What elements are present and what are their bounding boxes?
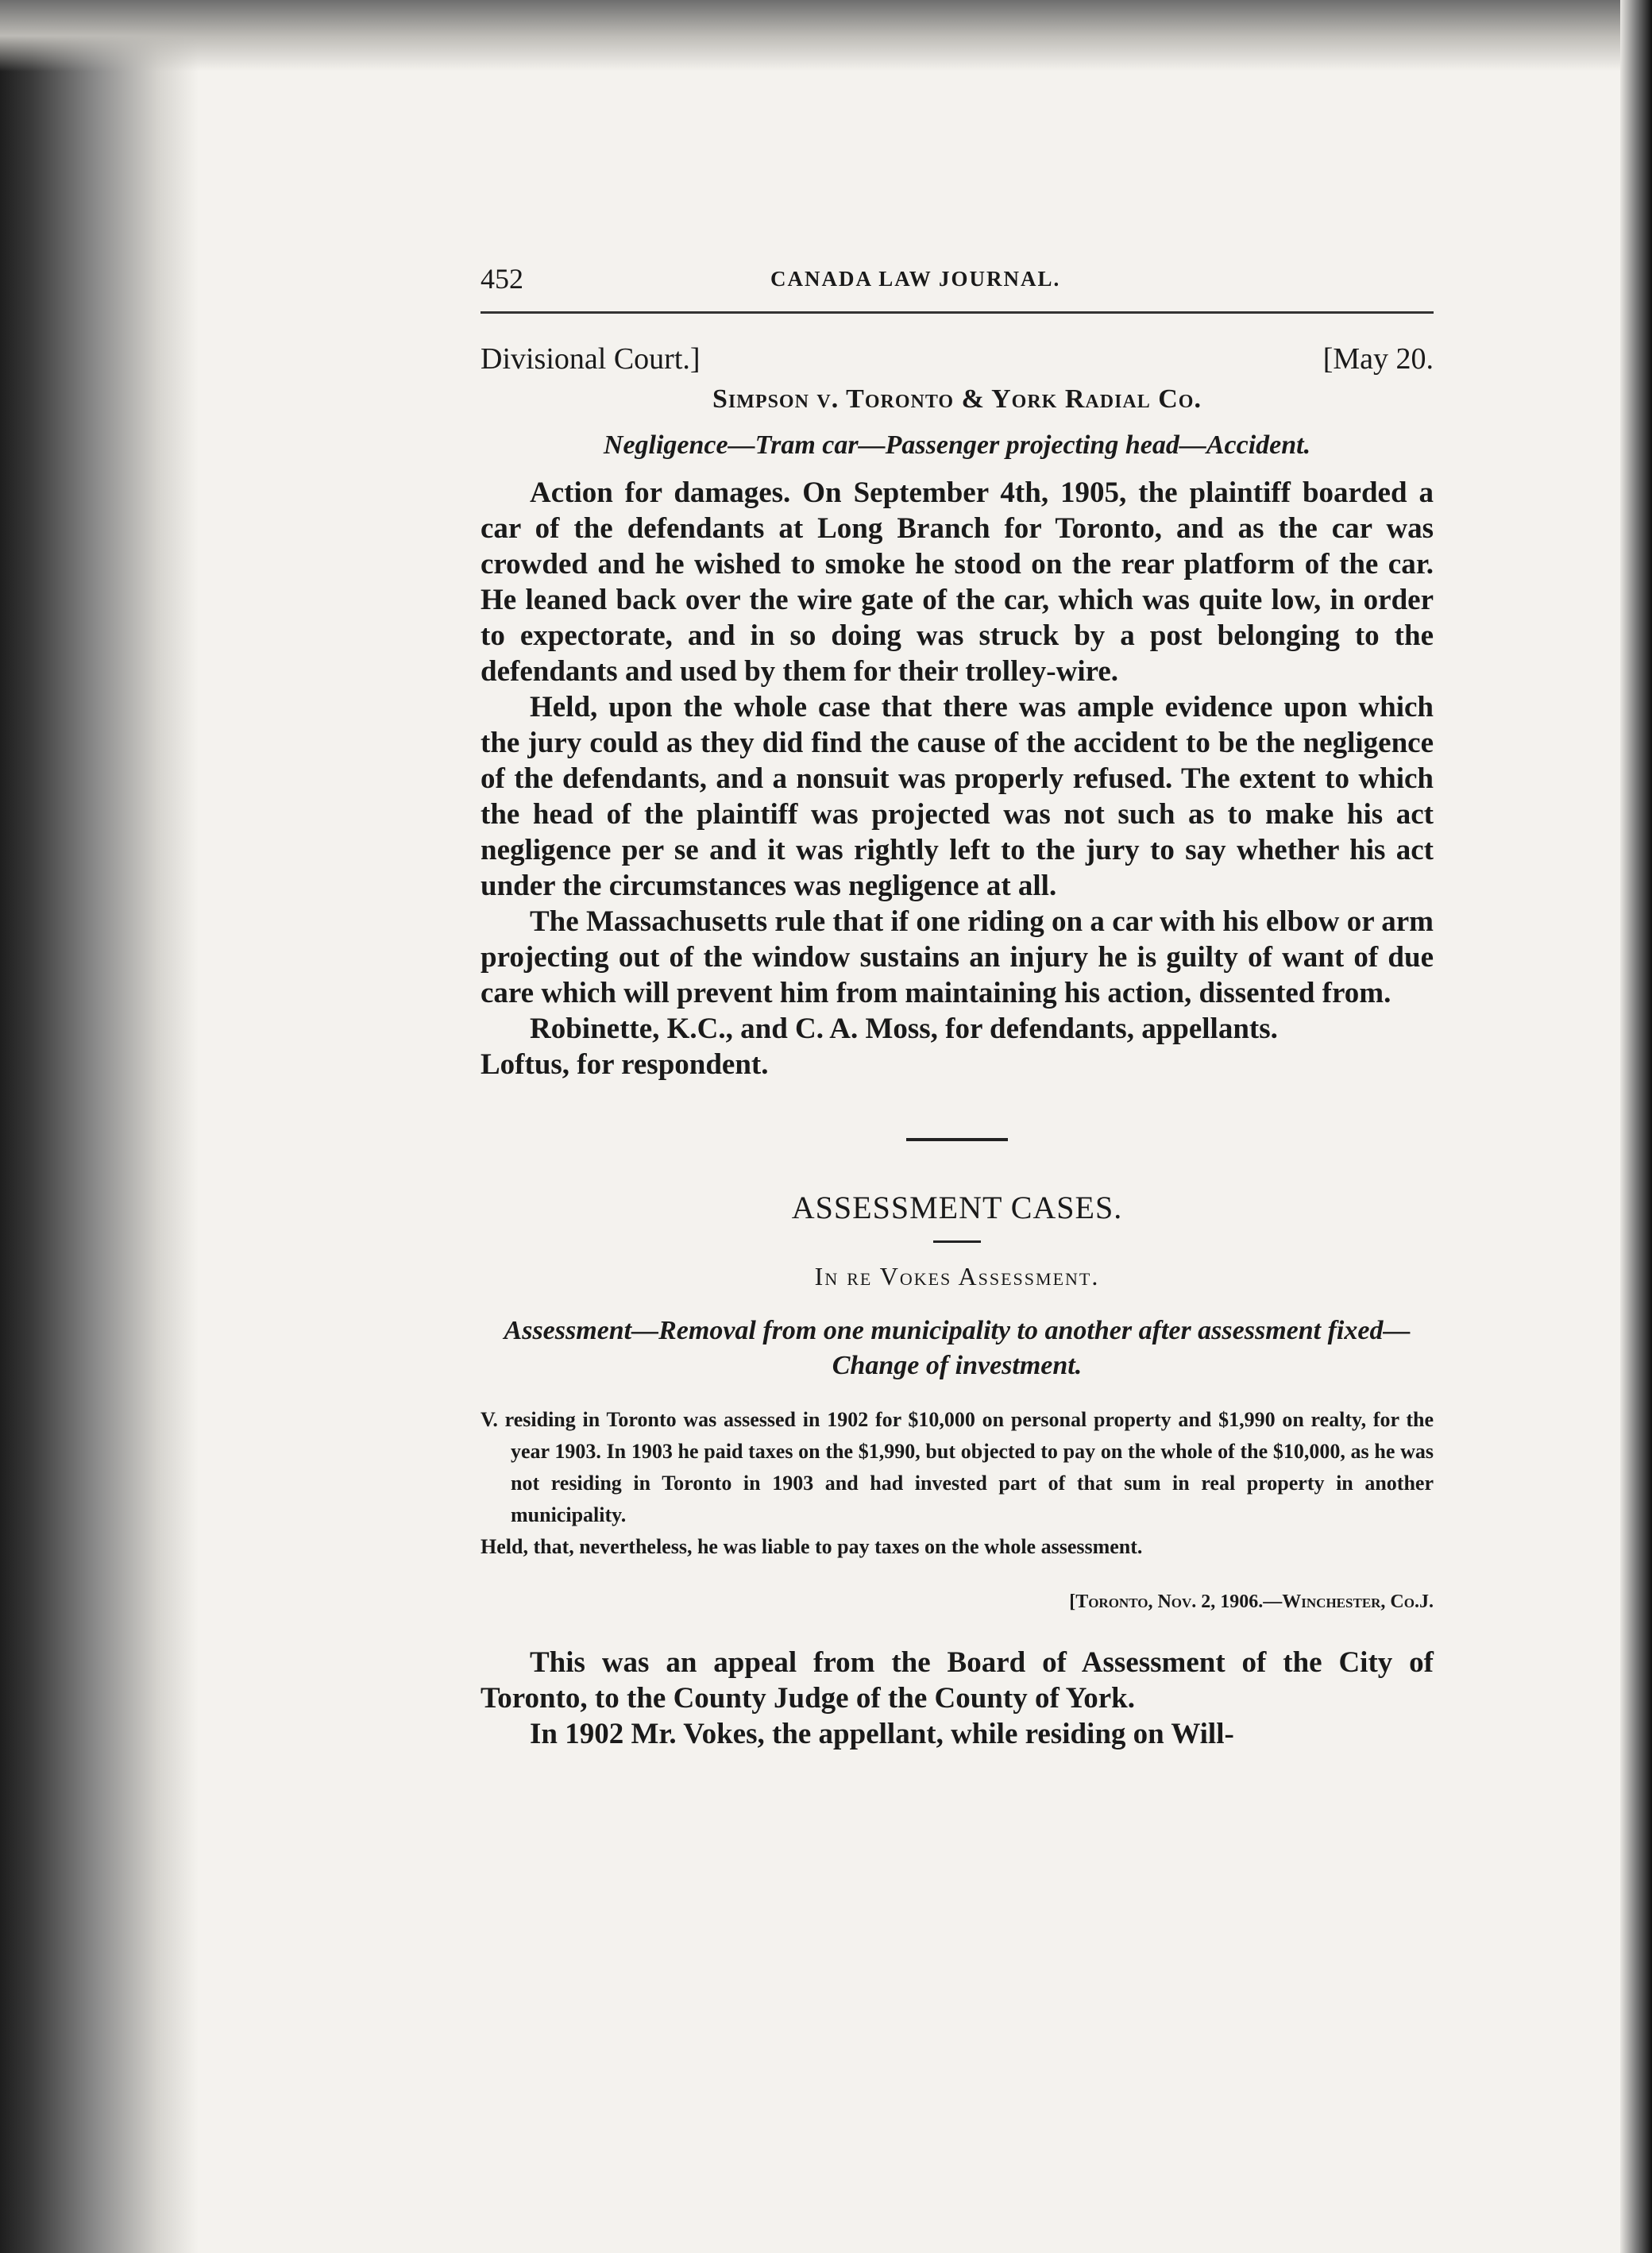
running-head xyxy=(481,262,1434,310)
facts-paragraph: Action for damages. On September 4th, 1905, the plaintiff boarded a car of the defendants at Long Branch for Toronto, and as the car was crowded and he wished to smoke he stood on the rear platform of the car. He leaned back over the wire gate of the car, which was quite low, in order to expectorate, and in so doing was struck by a post belonging to the defendants and used by them for their trolley-wire. xyxy=(481,476,1434,688)
journal-page xyxy=(481,262,1434,1752)
journal-title: CANADA LAW JOURNAL. xyxy=(770,267,1061,291)
summary-held: Held, that, nevertheless, he was liable to pay taxes on the whole assessment. xyxy=(481,1535,1143,1558)
appeal-paragraph: This was an appeal from the Board of Assessment of the City of Toronto, to the County Judge of the County of York. xyxy=(481,1646,1434,1715)
section-title: ASSESSMENT CASES. xyxy=(791,1190,1123,1225)
header-rule xyxy=(481,311,1434,314)
rule-paragraph: The Massachusetts rule that if one riding on a car with his elbow or arm projecting out of the window sustains an injury he is guilty of want of due care which will prevent him from maintaining his action, dissented from. xyxy=(481,905,1434,1009)
title-divider xyxy=(933,1240,981,1243)
counsel-respondent: Loftus, for respondent. xyxy=(481,1048,769,1081)
court-citation: [Toronto, Nov. 2, 1906.—Winchester, Co.J. xyxy=(1069,1591,1434,1612)
scan-left-edge xyxy=(0,0,199,2253)
summary-paragraph: V. residing in Toronto was assessed in 1902 for $10,000 on personal property and $1,990 on realty, for the year 1903. In 1903 he paid taxes on the $1,990, but objected to pay on the whole of the $10,000, as he was not residing in Toronto in 1903 and had invested part of that sum in real property in another municipality. xyxy=(481,1408,1434,1526)
case-subtitle: In re Vokes Assessment. xyxy=(814,1262,1100,1290)
scan-right-edge xyxy=(1620,0,1652,2253)
page-number: 452 xyxy=(481,263,523,295)
section-divider xyxy=(906,1138,1008,1141)
continuation-paragraph: In 1902 Mr. Vokes, the appellant, while residing on Will- xyxy=(530,1718,1234,1750)
assessment-headnote: Assessment—Removal from one municipality to another after assessment fixed—Change of investment. xyxy=(504,1316,1411,1380)
court-line xyxy=(481,341,1434,383)
scan-top-edge xyxy=(0,0,1652,71)
case-headnote: Negligence—Tram car—Passenger projecting head—Accident. xyxy=(603,430,1311,460)
holding-paragraph: Held, upon the whole case that there was ample evidence upon which the jury could as they did find the cause of the accident to be the negligence of the defendants, and a nonsuit was properly refused. The extent to which the head of the plaintiff was projected was not such as to make his act negligence per se and it was rightly left to the jury to say whether his act under the circumstances was negligence at all. xyxy=(481,691,1434,902)
decision-date: [May 20. xyxy=(1322,342,1434,376)
case-title: Simpson v. Toronto & York Radial Co. xyxy=(712,384,1202,414)
counsel-appellants: Robinette, K.C., and C. A. Moss, for defendants, appellants. xyxy=(530,1013,1278,1045)
court-name: Divisional Court.] xyxy=(481,342,701,376)
